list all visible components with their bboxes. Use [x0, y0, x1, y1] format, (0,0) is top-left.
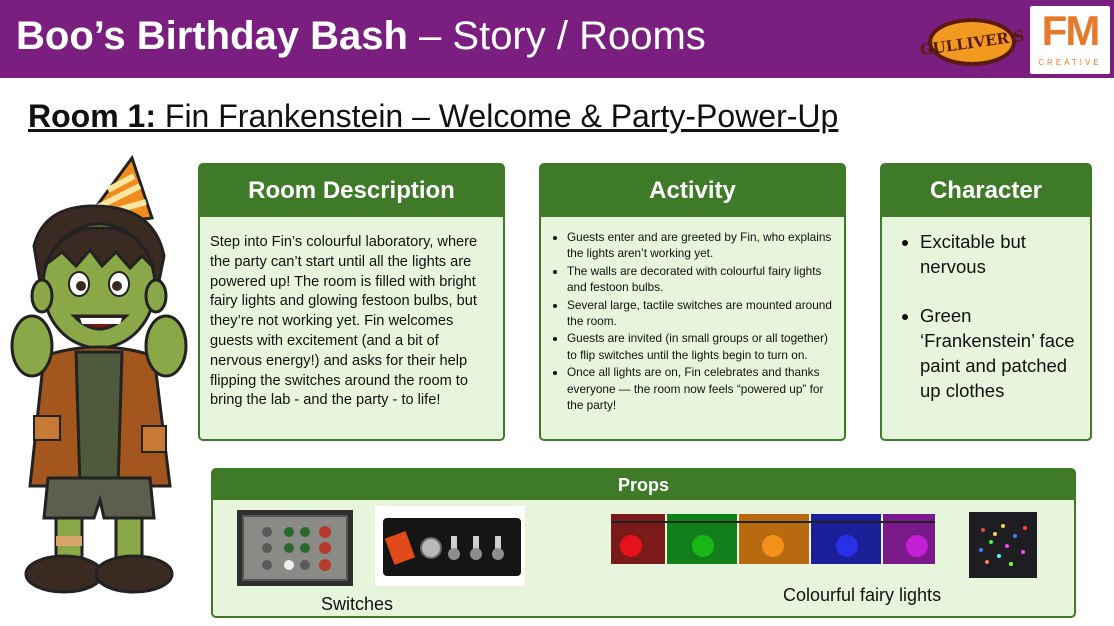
activity-item: • Once all lights are on, Fin celebrates and thanks everyone — the room now feels “powered up” for the party!	[567, 364, 834, 413]
bulb	[692, 535, 714, 557]
fairy-light-bulbs-image	[611, 514, 935, 564]
switches-label: Switches	[321, 594, 394, 614]
activity-list	[547, 229, 834, 413]
character-heading: Character	[882, 165, 1090, 217]
room-description-panel	[198, 163, 505, 441]
slide-title	[16, 14, 706, 59]
activity-panel	[539, 163, 846, 441]
toggle-switch-panel-image	[375, 506, 525, 586]
bulbs	[620, 535, 928, 557]
fm-logo-text: FM	[1041, 7, 1099, 54]
room-name: Fin Frankenstein – Welcome & Party-Power-Up	[156, 98, 839, 134]
activity-item: • Several large, tactile switches are mounted around the room.	[567, 297, 834, 330]
room-description-text: Step into Fin’s colourful laboratory, where the party can’t start until all the lights are powered up! The room is filled with bright fairy lights and glowing festoon bulbs, but they’re not working yet. Fin welcomes guests with excitement (and a bit of nervous energy!) and asks for their help flipping the switches around the room to bring the lab - and the party - to life!	[210, 234, 478, 409]
creative-logo-text: CREATIVE	[1038, 58, 1102, 67]
switch-box-image	[237, 510, 353, 586]
bulb	[762, 535, 784, 557]
room-subtitle	[28, 98, 838, 135]
activity-item: • The walls are decorated with colourful fairy lights and festoon bulbs.	[567, 263, 834, 296]
fin-frankenstein-illustration	[4, 156, 194, 596]
title-bold: Boo’s Birthday Bash	[16, 14, 408, 58]
character-item: • Excitable but nervous	[920, 229, 1082, 279]
title-rest: – Story / Rooms	[407, 14, 706, 58]
gullivers-logo	[918, 12, 1026, 72]
bulb	[906, 535, 928, 557]
bulb	[620, 535, 642, 557]
room-description-heading: Room Description	[200, 165, 503, 217]
header-bar	[0, 0, 1114, 78]
props-heading: Props	[213, 470, 1074, 500]
fm-creative-logo	[1030, 6, 1110, 74]
fairy-light-string-image	[969, 512, 1037, 578]
activity-item: • Guests are invited (in small groups or all together) to flip switches until the lights begin to turn on.	[567, 330, 834, 363]
character-list	[890, 229, 1082, 403]
gullivers-logo-text: GULLIVER'S	[918, 26, 1026, 60]
activity-item: • Guests enter and are greeted by Fin, who explains the lights aren’t working yet.	[567, 229, 834, 262]
character-item: • Green ‘Frankenstein’ face paint and patched up clothes	[920, 303, 1082, 403]
props-panel	[211, 468, 1076, 618]
fairy-lights-label: Colourful fairy lights	[783, 585, 942, 605]
character-panel	[880, 163, 1092, 441]
bulb	[836, 535, 858, 557]
room-number: Room 1:	[28, 98, 156, 134]
activity-heading: Activity	[541, 165, 844, 217]
bulbs-svg	[611, 514, 935, 564]
